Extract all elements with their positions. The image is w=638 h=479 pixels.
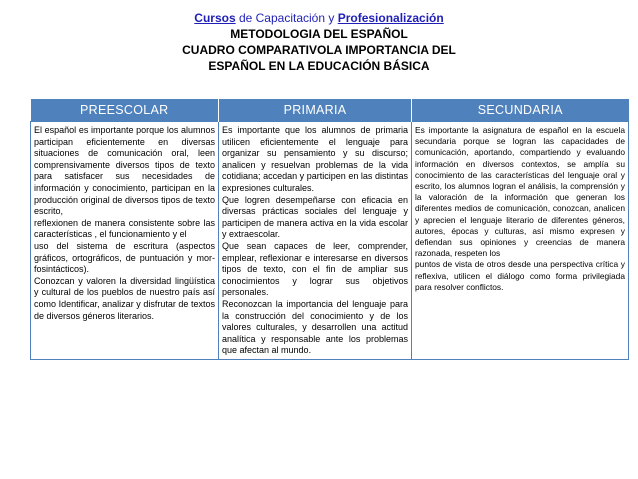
cell-preescolar [31,122,219,360]
preescolar-para-2: reflexionen de manera consistente sobre las características , el funcionamiento y el [34,217,215,240]
secundaria-para-2: puntos de vista de otros desde una perspectiva crítica y reflexiva, utilicen el diálogo como forma privilegiada para resolver conflictos. [415,259,625,292]
header-preescolar: PREESCOLAR [31,99,219,122]
course-title-profesionalizacion: Profesionalización [337,11,444,25]
preescolar-para-1: El español es importante porque los alumnos participan eficientemente en diversas situaciones de comunicación oral, leen comprensivamente diversos tipos de texto para satisfacer sus necesidades de información y conocimiento, participan en la producción original de diversos tipos de texto escrito, [34,125,215,217]
primaria-para-2: Que logren desempeñarse con eficacia en diversas prácticas sociales del lenguaje y participen de manera activa en la vida escolar y extraescolar. [222,194,408,240]
course-title [0,10,638,26]
table-title-line1: CUADRO COMPARATIVOLA IMPORTANCIA DEL [182,43,456,57]
course-title-middle: de Capacitación y [235,11,338,25]
header-primaria: PRIMARIA [219,99,412,122]
primaria-para-4: Reconozcan la importancia del lenguaje para la construcción del conocimiento y de los valores culturales, y desarrollen una actitud analítica y responsable ante los problemas que afectan al mundo. [222,298,408,356]
preescolar-para-4: Conozcan y valoren la diversidad lingüística y cultural de los pueblos de nuestro país así como Identificar, analizar y disfrutar de textos de diversos géneros literarios. [34,275,215,321]
preescolar-para-3: uso del sistema de escritura (aspectos gráficos, ortográficos, de puntuación y mor-fosintácticos). [34,240,215,275]
header-secundaria: SECUNDARIA [412,99,629,122]
course-title-cursos: Cursos [194,11,236,25]
primaria-para-1: Es importante que los alumnos de primaria utilicen eficientemente el lenguaje para organizar su pensamiento y su discurso; analicen y resuelvan problemas de la vida cotidiana; accedan y participen en las distintas expresiones culturales. [222,125,408,193]
table-title-line2: ESPAÑOL EN LA EDUCACIÓN BÁSICA [208,59,430,73]
cell-secundaria [412,122,629,360]
primaria-para-3: Que sean capaces de leer, comprender, emplear, reflexionar e interesarse en diversos tipos de texto, con el fin de ampliar sus conocimientos y lograr sus objetivos personales. [222,240,408,298]
subject-title: METODOLOGIA DEL ESPAÑOL [230,27,408,41]
secundaria-para-1: Es importante la asignatura de español en la escuela secundaria porque se logran las capacidades de comunicación, aportando, compartiendo y evaluando información en diversos contextos, se amplía su conocimiento de las características del lenguaje oral y escrito, los alumnos logran el análisis, la comprensión y la valoración de la información que generan los diferentes medios de comunicación, conozcan, analicen y aprecien el lenguaje literario de diferentes géneros, autores, épocas y culturas, así mismo expresen y defiendan sus opiniones y creencias de manera razonada, respeten los [415,125,625,259]
cell-primaria [219,122,412,360]
table-header-row [31,99,629,122]
comparison-table [30,99,629,360]
document-header [0,10,638,74]
table-row [31,122,629,360]
